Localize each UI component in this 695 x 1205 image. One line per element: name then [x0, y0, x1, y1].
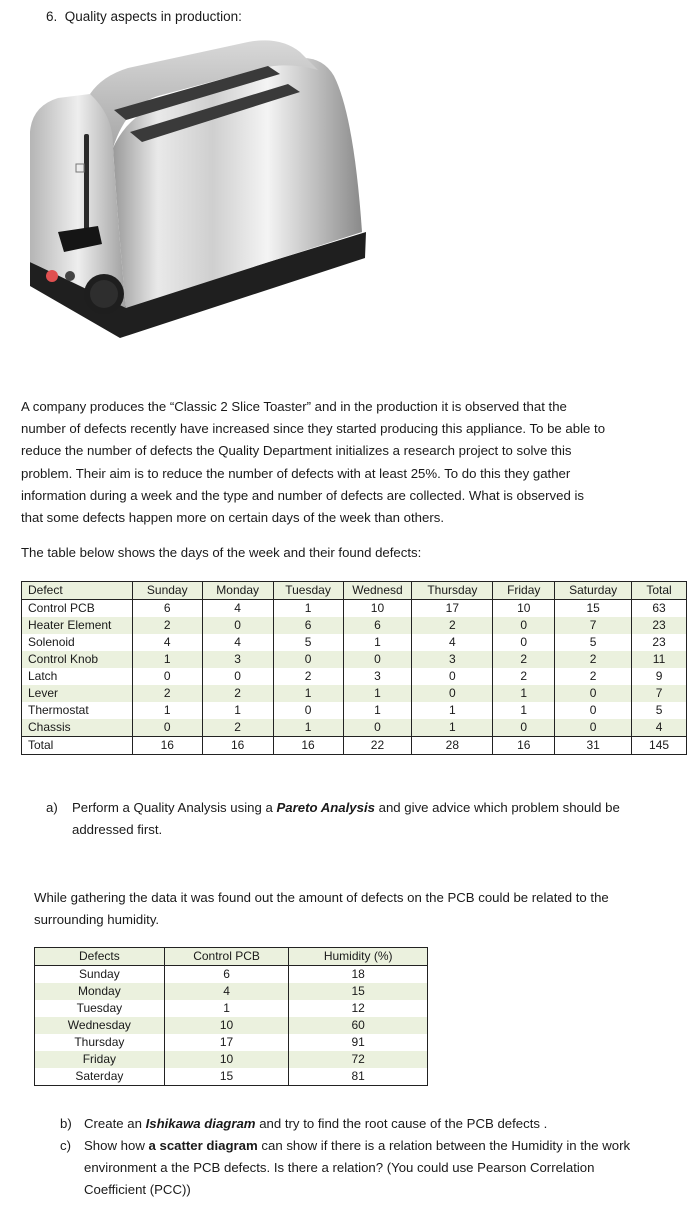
- table-row: [22, 685, 687, 702]
- table-row: [22, 668, 687, 685]
- table-cell: 16: [202, 737, 273, 755]
- table-cell: 0: [273, 651, 343, 668]
- table-cell: 0: [343, 651, 412, 668]
- table-cell: 9: [632, 668, 687, 685]
- header-cell: Control PCB: [164, 948, 289, 966]
- table-cell: Thermostat: [22, 702, 133, 719]
- table-row: [22, 702, 687, 719]
- table-cell: 0: [202, 668, 273, 685]
- table-cell: 1: [493, 685, 555, 702]
- table-intro: The table below shows the days of the week and their found defects:: [21, 545, 422, 560]
- table-cell: Friday: [35, 1051, 165, 1068]
- question-text: [84, 1135, 630, 1157]
- table-cell: Thursday: [35, 1034, 165, 1051]
- table-cell: 5: [273, 634, 343, 651]
- table-cell: 2: [412, 617, 493, 634]
- table-cell: 1: [164, 1000, 289, 1017]
- section-heading: 6. Quality aspects in production:: [46, 9, 242, 24]
- table-cell: 4: [164, 983, 289, 1000]
- table-cell: 28: [412, 737, 493, 755]
- defects-table: [21, 581, 687, 755]
- table-cell: 1: [412, 702, 493, 719]
- table-row: [35, 1000, 428, 1017]
- table-cell: Control Knob: [22, 651, 133, 668]
- table-cell: 3: [343, 668, 412, 685]
- question-label: c): [60, 1138, 71, 1153]
- question-text: [72, 797, 620, 819]
- table-cell: 15: [289, 983, 428, 1000]
- table-cell: 2: [132, 685, 202, 702]
- question-text-part: Perform a Quality Analysis using a: [72, 800, 277, 815]
- table-cell: 4: [632, 719, 687, 737]
- question-label: b): [60, 1116, 72, 1131]
- table-cell: 0: [202, 617, 273, 634]
- table-cell: 1: [343, 685, 412, 702]
- header-cell: Friday: [493, 582, 555, 600]
- table-cell: Chassis: [22, 719, 133, 737]
- table-cell: 11: [632, 651, 687, 668]
- table-cell: 91: [289, 1034, 428, 1051]
- header-cell: Wednesd: [343, 582, 412, 600]
- table-row: [22, 651, 687, 668]
- table-cell: 6: [273, 617, 343, 634]
- header-cell: Sunday: [132, 582, 202, 600]
- question-c: [60, 1135, 685, 1203]
- header-cell: Humidity (%): [289, 948, 428, 966]
- table-cell: 4: [202, 600, 273, 618]
- table-cell: 31: [555, 737, 632, 755]
- table-cell: 15: [164, 1068, 289, 1086]
- intro-line: number of defects recently have increased since they started producing this appliance. To be able to: [21, 421, 606, 437]
- humidity-table: [34, 947, 428, 1086]
- question-text-part: Show how: [84, 1138, 149, 1153]
- table-row: [22, 634, 687, 651]
- table-cell: 0: [555, 719, 632, 737]
- table-row: [35, 983, 428, 1000]
- header-cell: Thursday: [412, 582, 493, 600]
- table-header-row: [35, 948, 428, 966]
- table-cell: 0: [132, 668, 202, 685]
- table-row: [22, 719, 687, 737]
- table-cell: 15: [555, 600, 632, 618]
- table-header-row: [22, 582, 687, 600]
- intro-line: that some defects happen more on certain days of the week than others.: [21, 510, 444, 526]
- question-emphasis: a scatter diagram: [148, 1138, 258, 1153]
- table-row: [35, 966, 428, 984]
- table-cell: 1: [273, 600, 343, 618]
- question-text: addressed first.: [72, 822, 163, 837]
- table-cell: Total: [22, 737, 133, 755]
- table-cell: 10: [343, 600, 412, 618]
- question-text-part: and give advice which problem should be: [374, 800, 620, 815]
- question-text: [84, 1113, 547, 1135]
- table-cell: 0: [555, 702, 632, 719]
- table-cell: 60: [289, 1017, 428, 1034]
- table-cell: 0: [273, 702, 343, 719]
- table-cell: 1: [273, 719, 343, 737]
- table-cell: Wednesday: [35, 1017, 165, 1034]
- table-cell: 0: [493, 719, 555, 737]
- table-cell: 63: [632, 600, 687, 618]
- header-cell: Monday: [202, 582, 273, 600]
- table-cell: 7: [555, 617, 632, 634]
- question-text-part: can show if there is a relation between the Humidity in the work: [257, 1138, 631, 1153]
- table-cell: 10: [164, 1017, 289, 1034]
- table-cell: Tuesday: [35, 1000, 165, 1017]
- table-cell: 1: [343, 702, 412, 719]
- table-cell: 3: [412, 651, 493, 668]
- table-cell: 1: [273, 685, 343, 702]
- table-cell: 5: [632, 702, 687, 719]
- question-a: [46, 797, 676, 843]
- intro-line: information during a week and the type and number of defects are collected. What is observed is: [21, 487, 584, 503]
- table-row: [22, 617, 687, 634]
- humidity-intro-line: surrounding humidity.: [34, 912, 160, 928]
- table-cell: 0: [555, 685, 632, 702]
- question-text-part: and try to find the root cause of the PCB defects .: [255, 1116, 548, 1131]
- table-cell: 4: [202, 634, 273, 651]
- table-cell: 0: [132, 719, 202, 737]
- table-cell: 23: [632, 634, 687, 651]
- table-row: [35, 1017, 428, 1034]
- question-label: a): [46, 800, 58, 815]
- table-row: [35, 1051, 428, 1068]
- intro-paragraph: [21, 396, 669, 529]
- table-cell: 81: [289, 1068, 428, 1086]
- table-cell: 2: [132, 617, 202, 634]
- table-cell: 0: [343, 719, 412, 737]
- table-cell: 16: [132, 737, 202, 755]
- table-cell: 17: [164, 1034, 289, 1051]
- table-cell: 12: [289, 1000, 428, 1017]
- table-cell: 1: [132, 702, 202, 719]
- table-cell: 16: [493, 737, 555, 755]
- table-cell: 18: [289, 966, 428, 984]
- table-cell: Lever: [22, 685, 133, 702]
- intro-line: A company produces the “Classic 2 Slice Toaster” and in the production it is observed that the: [21, 399, 567, 414]
- table-cell: 2: [493, 651, 555, 668]
- table-cell: Monday: [35, 983, 165, 1000]
- table-cell: Saterday: [35, 1068, 165, 1086]
- table-cell: 1: [202, 702, 273, 719]
- table-row: [35, 1034, 428, 1051]
- header-cell: Saturday: [555, 582, 632, 600]
- table-cell: 4: [412, 634, 493, 651]
- toaster-image: [18, 36, 378, 366]
- intro-line: problem. Their aim is to reduce the number of defects with at least 25%. To do this they gather: [21, 465, 571, 481]
- table-cell: 6: [132, 600, 202, 618]
- table-row: [35, 1068, 428, 1086]
- table-cell: 0: [412, 668, 493, 685]
- table-cell: 1: [132, 651, 202, 668]
- question-text-part: Create an: [84, 1116, 146, 1131]
- table-cell: 2: [555, 651, 632, 668]
- table-cell: 22: [343, 737, 412, 755]
- question-emphasis: Pareto Analysis: [276, 800, 375, 815]
- table-cell: 1: [343, 634, 412, 651]
- table-cell: Sunday: [35, 966, 165, 984]
- table-cell: 2: [273, 668, 343, 685]
- table-cell: 5: [555, 634, 632, 651]
- table-cell: Heater Element: [22, 617, 133, 634]
- table-cell: 2: [202, 685, 273, 702]
- table-cell: 0: [493, 634, 555, 651]
- humidity-intro-line: While gathering the data it was found out the amount of defects on the PCB could be related to the: [34, 890, 609, 905]
- table-cell: 23: [632, 617, 687, 634]
- table-cell: 145: [632, 737, 687, 755]
- table-cell: 10: [164, 1051, 289, 1068]
- question-text: Coefficient (PCC)): [84, 1182, 191, 1197]
- header-cell: Defect: [22, 582, 133, 600]
- header-cell: Tuesday: [273, 582, 343, 600]
- table-total-row: [22, 737, 687, 755]
- table-cell: 17: [412, 600, 493, 618]
- table-cell: 1: [493, 702, 555, 719]
- table-cell: 0: [493, 617, 555, 634]
- table-cell: 2: [555, 668, 632, 685]
- table-cell: 2: [493, 668, 555, 685]
- table-cell: 2: [202, 719, 273, 737]
- table-cell: 0: [412, 685, 493, 702]
- table-cell: Solenoid: [22, 634, 133, 651]
- table-cell: 10: [493, 600, 555, 618]
- header-cell: Total: [632, 582, 687, 600]
- question-b: [60, 1113, 685, 1135]
- header-cell: Defects: [35, 948, 165, 966]
- humidity-intro: [34, 887, 684, 931]
- table-cell: 6: [164, 966, 289, 984]
- question-emphasis: Ishikawa diagram: [145, 1116, 256, 1131]
- table-cell: 6: [343, 617, 412, 634]
- table-cell: 16: [273, 737, 343, 755]
- table-cell: 3: [202, 651, 273, 668]
- table-cell: 4: [132, 634, 202, 651]
- table-cell: 72: [289, 1051, 428, 1068]
- table-row: [22, 600, 687, 618]
- table-cell: Control PCB: [22, 600, 133, 618]
- question-text: environment a the PCB defects. Is there a relation? (You could use Pearson Correlation: [84, 1160, 595, 1175]
- intro-line: reduce the number of defects the Quality Department initializes a research project to solve this: [21, 443, 572, 459]
- table-cell: Latch: [22, 668, 133, 685]
- table-cell: 1: [412, 719, 493, 737]
- table-cell: 7: [632, 685, 687, 702]
